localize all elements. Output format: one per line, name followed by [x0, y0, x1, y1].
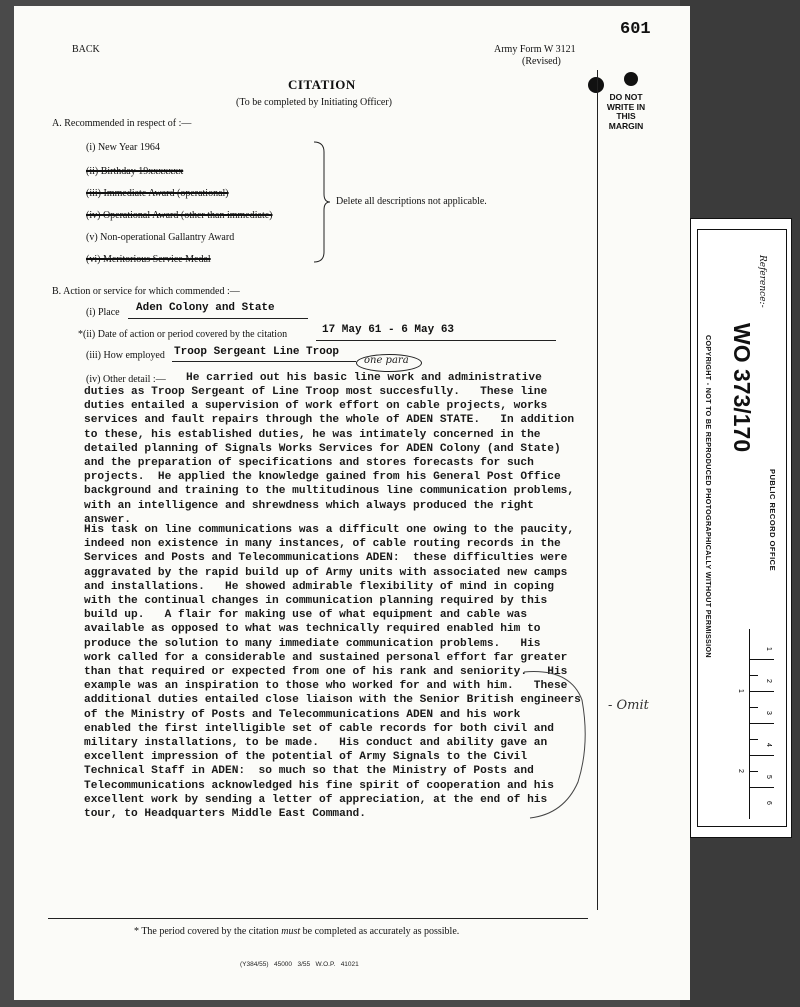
form-revised: (Revised) [522, 56, 561, 67]
award-birthday: (ii) Birthday 19xxxxxxx [86, 166, 184, 177]
punch-hole-icon [624, 72, 638, 86]
ruler-label: 1 [765, 647, 772, 651]
ruler-label: 1 [737, 689, 744, 693]
award-meritorious: (vi) Meritorious Service Medal [86, 254, 211, 265]
para2-body: His task on line communications was a difficult one owing to the paucity, indeed non existence in many instances, of cable routing records in the Services and Posts and Telecommunications ADEN: these difficulties were aggravated by the rapid build up of Army units with associated new camps and installations. He showed admirable flexibility of mind in coping with the continual changes in communication planning required by this build up. A flair for making use of what equipment and cable was available as opposed to what was technically required enabled him to produce the solution to many immediate communication problems. His work called for a considerable and sustained personal effort far greater than that required or expected from one of his rank and seniority. His example was an inspiration to those who worked for and with him. These additional duties entailed close liaison with the Senior British engineers of the Ministry of Posts and Telecommunications ADEN and his work enabled the first intelligible set of cable records for both civil and military installations, to be made. His conduct and ability gave an excellent impression of the potential of Army Signals to the Civil Technical Staff in ADEN: so much so that the Ministry of Posts and Telecommunications acknowledged his fine spirit of cooperation and his excellent work by sending a letter of appreciation, at the end of his tour, to Headquarters Middle East Command. [84, 524, 581, 821]
date-value: 17 May 61 - 6 May 63 [322, 324, 455, 336]
ruler-label: 5 [765, 775, 772, 779]
margin-note: DO NOT WRITE IN THIS MARGIN [606, 92, 646, 131]
bracket-icon [312, 140, 332, 264]
omit-bracket-icon [520, 664, 600, 824]
ruler-label: 2 [737, 769, 744, 773]
para1-line: He carried out his basic line work and administrative [186, 372, 542, 384]
ruler-label: 2 [765, 679, 772, 683]
reference-label: Reference:- [757, 255, 767, 308]
ruler-label: 6 [765, 801, 772, 805]
print-code: (Y384/55) 45000 3/55 W.O.P. 41021 [240, 961, 359, 968]
place-underline [128, 318, 308, 319]
award-non-operational: (v) Non-operational Gallantry Award [86, 232, 235, 243]
employed-underline [172, 361, 356, 362]
award-immediate: (iii) Immediate Award (operational) [86, 188, 229, 199]
date-underline [316, 340, 556, 341]
punch-hole-icon [588, 77, 604, 93]
back-label: BACK [72, 44, 100, 55]
date-label: *(ii) Date of action or period covered by the citation [78, 329, 288, 340]
place-label: (i) Place [86, 307, 120, 318]
bracket-note: Delete all descriptions not applicable. [336, 196, 487, 207]
ruler-label: 3 [765, 711, 772, 715]
employed-value: Troop Sergeant Line Troop [174, 346, 340, 358]
para1-body: duties as Troop Sergeant of Line Troop most succesfully. These line duties entailed a supervision of work effort on cable projects, works services and fault repairs through the whole of ADEN STATE. In addition to these, his established duties, he was intimately concerned in the detailed planning of Signals Works Services for ADEN Colony (and State) and the preparation of specifications and stores forecasts for such projects. He applied the knowledge gained from his General Post Office background and training to the multitudinous line communication problems, with an intelligence and shrewdness which always produced the right answer. [84, 386, 575, 526]
page-title: CITATION [288, 77, 356, 92]
handwritten-one-para: one para [364, 355, 409, 366]
measurement-ruler [737, 629, 774, 819]
omit-note: - Omit [608, 698, 649, 713]
footer-rule [48, 918, 588, 919]
section-a-heading: A. Recommended in respect of :— [52, 118, 192, 129]
footer-note: * The period covered by the citation must be completed as accurately as possible. [134, 926, 460, 937]
award-new-year: (i) New Year 1964 [86, 142, 160, 153]
section-b-heading: B. Action or service for which commended :— [52, 286, 240, 297]
reference-number: WO 373/170 [729, 323, 755, 453]
page-subtitle: (To be completed by Initiating Officer) [236, 97, 393, 108]
other-detail-label: (iv) Other detail :— [86, 374, 166, 385]
employed-label: (iii) How employed [86, 350, 165, 361]
award-operational: (iv) Operational Award (other than immediate) [86, 210, 273, 221]
form-title: Army Form W 3121 [494, 44, 576, 55]
place-value: Aden Colony and State [136, 302, 275, 314]
record-office-stamp [690, 218, 792, 838]
copyright-notice: COPYRIGHT - NOT TO BE REPRODUCED PHOTOGRAPHICALLY WITHOUT PERMISSION [704, 335, 713, 658]
office-name: PUBLIC RECORD OFFICE [768, 469, 777, 572]
ruler-label: 4 [765, 743, 772, 747]
page-number: 601 [620, 20, 651, 39]
